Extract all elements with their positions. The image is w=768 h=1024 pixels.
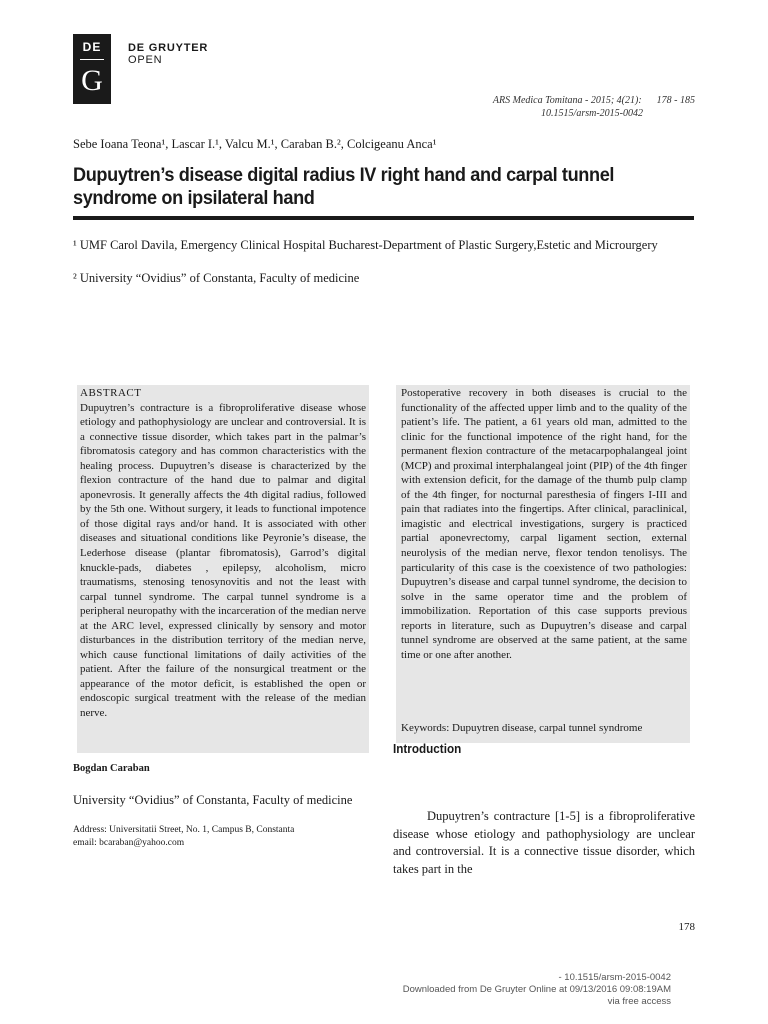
logo-top-text: DE: [82, 40, 102, 54]
corresponding-author: Bogdan Caraban: [73, 763, 150, 774]
publisher-name: DE GRUYTER: [128, 42, 209, 54]
introduction-text: [393, 808, 695, 878]
keywords: Keywords: Dupuytren disease, carpal tunnel syndrome: [401, 722, 643, 734]
abstract: [80, 386, 366, 721]
abstract-continued: Postoperative recovery in both diseases is crucial to the functionality of the affected upper limb and to the quality of the patient’s life. The patient, a 61 years old man, admitted to the clinic for the functional impotence of the right hand, for the permanent flexion contracture of the metacarpophalangeal joint (MCP) and proximal interphalangeal joint (PIP) of the 4th finger with extension deficit, for the damage of the thumb pulp clamp of the 4th finger, for nocturnal paresthesia of fingers I-III and pain that radiates into the fingertips. After clinical, paraclinical, imagistic and electrical investigations, surgery is practiced partial aponevrectomy, carpal ligament section, external neurolysis of the median nerve, flexor tendon tenolisys. The particularity of this case is the coexistence of two pathologies: Dupuytren’s disease and carpal tunnel syndrome, the decision to solve in the same operator time and the problem of immobilization. Reportation of this case supports previous reports in literature, such as Dupuytren’s disease and carpal tunnel syndrome are observed at the same patient, at the same time or one after another.: [401, 387, 687, 661]
corresponding-institution: University “Ovidius” of Constanta, Faculty of medicine: [73, 793, 353, 807]
corresponding-email: email: bcaraban@yahoo.com: [73, 838, 185, 848]
footer-access: via free access: [607, 996, 671, 1007]
abstract-body: Dupuytren’s contracture is a fibroproliferative disease whose etiology and pathophysiology are unclear and controversial. It is a connective tissue disorder, which takes part in the palmar’s fibromatosis category and has common characteristics with the healing process. Dupuytren’s disease is characterized by the flexion contracture of the hand due to palmar and digital aponevrosis. It generally affects the 4th digital radius, followed by the 5th one. Without surgery, it leads to functional impotence of those digital rays and/or hand. It is associated with other diseases and situational conditions like Peyronie’s disease, the Lederhose disease (plantar fibromatosis), Garrod’s digital knuckle-pads, diabetes , epilepsy, alcoholism, micro traumatisms, stenosing tenosynovitis and not the least with carpal tunnel syndrome. The carpal tunnel syndrome is a peripheral neuropathy with the incarceration of the median nerve at the ARC level, expressed clinically by sensory and motor disturbances in the distribution territory of the median nerve, which cause functional limitations of daily activities of the patient. After the failure of the nonsurgical treatment or the appearance of the motor deficit, is established the open or endoscopic surgical treatment with the release of the median nerve.: [80, 401, 366, 720]
corresponding-address: Address: Universitatii Street, No. 1, Campus B, Constanta: [73, 825, 295, 835]
affiliation-2: ² University “Ovidius” of Constanta, Faculty of medicine: [73, 271, 360, 285]
introduction-body: Dupuytren’s contracture [1-5] is a fibroproliferative disease whose etiology and pathophysiology are unclear and controversial. It is a connective tissue disorder, which takes part in the: [393, 809, 695, 876]
journal-citation: [493, 94, 695, 120]
footer-download: Downloaded from De Gruyter Online at 09/13/2016 09:08:19AM: [402, 984, 671, 995]
footer-doi: - 10.1515/arsm-2015-0042: [558, 972, 671, 983]
author-list: Sebe Ioana Teona¹, Lascar I.¹, Valcu M.¹, Caraban B.², Colcigeanu Anca¹: [73, 137, 437, 151]
affiliation-1: ¹ UMF Carol Davila, Emergency Clinical Hospital Bucharest-Department of Plastic Surgery,Estetic and Microurgery: [73, 238, 658, 252]
journal-doi: 10.1515/arsm-2015-0042: [541, 108, 643, 119]
page-number: 178: [678, 921, 695, 933]
publisher-logo: [73, 34, 111, 104]
title-rule: [73, 216, 694, 220]
logo-bottom-text: G: [81, 64, 103, 97]
publisher-subname: OPEN: [128, 54, 163, 66]
introduction-heading: Introduction: [393, 741, 462, 756]
journal-issue: ARS Medica Tomitana - 2015; 4(21): 178 - 185: [492, 95, 695, 106]
logo-divider: [80, 59, 104, 60]
paper-title: Dupuytren’s disease digital radius IV right hand and carpal tunnel syndrome on ipsilateral hand: [73, 164, 615, 209]
abstract-heading: ABSTRACT: [80, 387, 142, 399]
